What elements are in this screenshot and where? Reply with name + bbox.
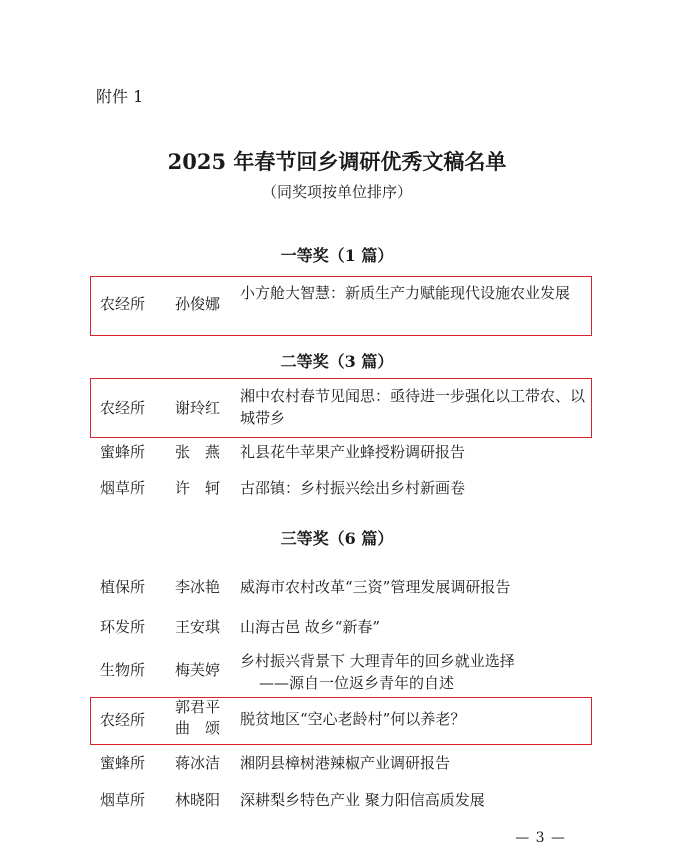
list-item — [92, 383, 592, 435]
second-prize-heading: 二等奖（3 篇） — [280, 352, 394, 371]
author-name: 郭君平 — [175, 698, 221, 716]
document-subtitle: （同奖项按单位排序） — [261, 183, 412, 201]
author-name: 张 燕 — [175, 443, 221, 461]
list-item — [92, 280, 592, 332]
author-name: 梅芙婷 — [175, 661, 221, 679]
unit-name: 环发所 — [100, 618, 146, 636]
paper-title: 古邵镇：乡村振兴绘出乡村新画卷 — [240, 479, 466, 497]
author-name: 林晓阳 — [175, 791, 221, 809]
unit-name: 蜜蜂所 — [100, 754, 146, 772]
unit-name: 蜜蜂所 — [100, 443, 146, 461]
list-item — [92, 699, 592, 741]
unit-name: 农经所 — [100, 711, 146, 729]
paper-title: 湘中农村春节见闻思：亟待进一步强化以工带农、以城带乡 — [240, 387, 586, 427]
author-name: 曲 颂 — [175, 719, 221, 737]
paper-title: 山海古邑 故乡“新春” — [240, 618, 381, 636]
author-name: 李冰艳 — [175, 578, 221, 596]
unit-name: 植保所 — [100, 578, 146, 596]
third-prize-heading: 三等奖（6 篇） — [280, 529, 394, 548]
author-name: 孙俊娜 — [175, 295, 221, 313]
unit-name: 烟草所 — [100, 791, 146, 809]
unit-name: 农经所 — [100, 399, 146, 417]
document-title: 2025 年春节回乡调研优秀文稿名单 — [167, 149, 507, 174]
author-name: 谢玲红 — [175, 399, 221, 417]
paper-title: 威海市农村改革“三资”管理发展调研报告 — [240, 578, 511, 596]
paper-title: 脱贫地区“空心老龄村”何以养老？ — [240, 710, 466, 728]
attachment-label: 附件 1 — [96, 87, 144, 106]
unit-name: 烟草所 — [100, 479, 146, 497]
paper-title: 深耕梨乡特色产业 聚力阳信高质发展 — [240, 791, 485, 809]
paper-title: 乡村振兴背景下 大理青年的回乡就业选择 — [240, 652, 515, 670]
paper-title: 湘阴县樟树港辣椒产业调研报告 — [240, 754, 451, 772]
list-item — [92, 650, 592, 694]
author-name: 王安琪 — [175, 618, 221, 636]
author-name: 许 轲 — [175, 479, 221, 497]
paper-subtitle: ——源自一位返乡青年的自述 — [259, 674, 455, 692]
paper-title: 小方舱大智慧：新质生产力赋能现代设施农业发展 — [240, 284, 571, 302]
unit-name: 生物所 — [100, 661, 146, 679]
unit-name: 农经所 — [100, 295, 146, 313]
paper-title: 礼县花牛苹果产业蜂授粉调研报告 — [240, 443, 466, 461]
page-number: — 3 — — [515, 830, 566, 846]
first-prize-heading: 一等奖（1 篇） — [280, 246, 394, 265]
author-name: 蒋冰洁 — [175, 754, 221, 772]
